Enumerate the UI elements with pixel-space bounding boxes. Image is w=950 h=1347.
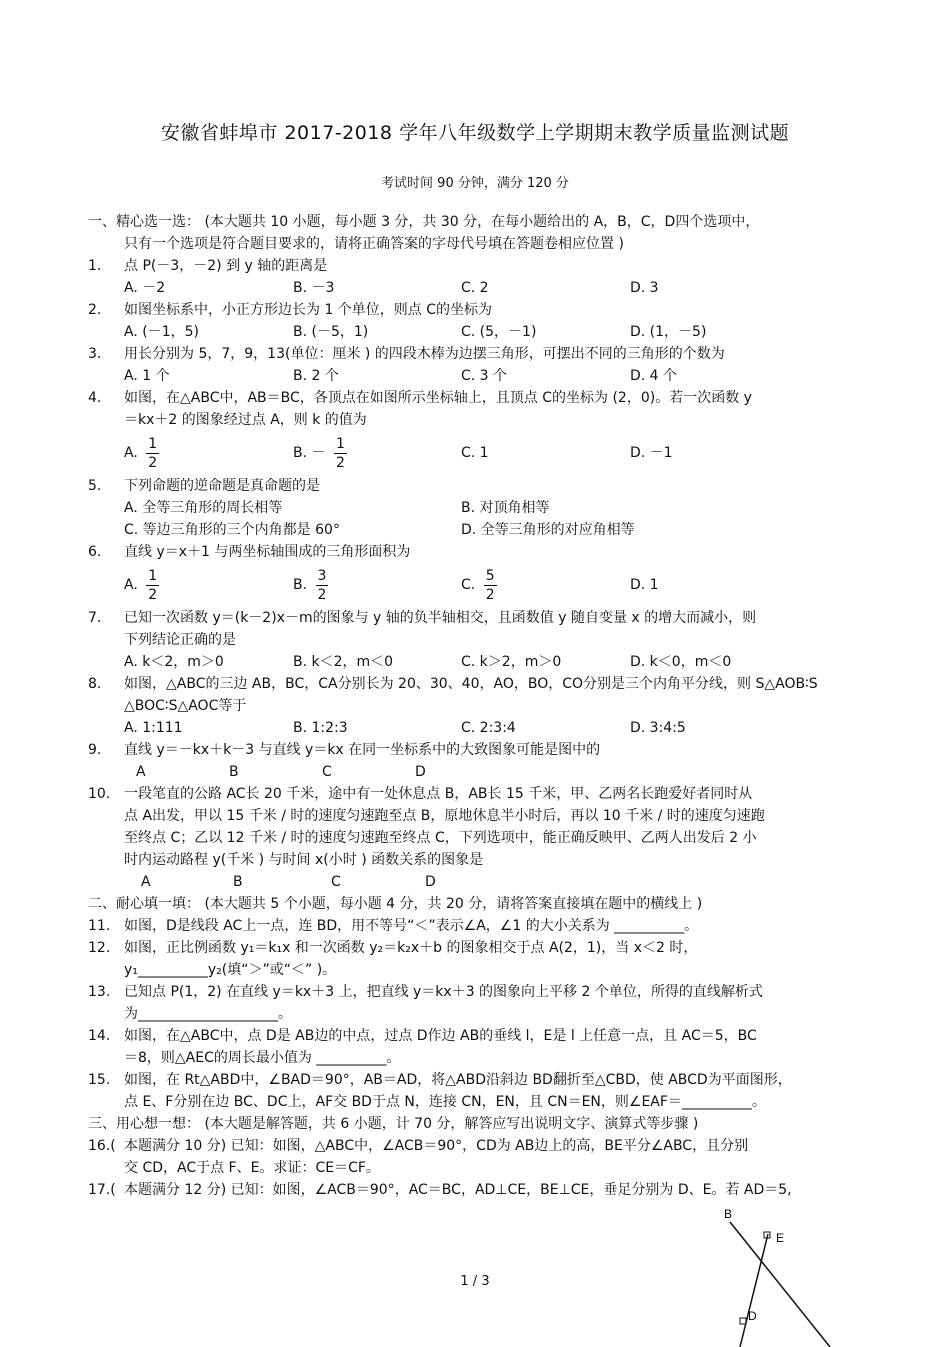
figure-label-d: D — [425, 874, 436, 890]
question-1 — [88, 255, 878, 277]
fraction-numerator: 1 — [148, 435, 158, 452]
option-b: B. －3 — [293, 280, 335, 296]
question-1-options — [88, 277, 878, 299]
option-d: D. －1 — [630, 445, 673, 461]
fraction-numerator: 1 — [148, 567, 158, 584]
question-15 — [88, 1069, 878, 1091]
question-text: 一段笔直的公路 AC长 20 千米，途中有一处休息点 B，AB长 15 千米，甲、乙两名长跑爱好者同时从 — [124, 786, 753, 802]
question-number: 7. — [88, 610, 102, 626]
fraction-denominator: 2 — [485, 586, 495, 603]
option-b: B. 1:2:3 — [293, 720, 348, 736]
fraction — [146, 567, 159, 604]
question-number: 14. — [88, 1028, 111, 1044]
question-number: 9. — [88, 742, 102, 758]
question-8-options — [88, 717, 878, 739]
option-d: D. 3:4:5 — [630, 720, 686, 736]
question-10 — [88, 783, 878, 805]
question-number: 17.( — [88, 1182, 116, 1198]
question-16 — [88, 1135, 878, 1157]
question-number: 1. — [88, 258, 102, 274]
fraction-numerator: 5 — [485, 567, 495, 584]
question-text: 如图坐标系中，小正方形边长为 1 个单位，则点 C的坐标为 — [124, 302, 493, 318]
question-16-cont: 交 CD，AC于点 F、E。求证：CE＝CF。 — [124, 1160, 380, 1176]
question-14 — [88, 1025, 878, 1047]
question-text: 直线 y＝－kx＋k－3 与直线 y＝kx 在同一坐标系中的大致图象可能是图中的 — [124, 742, 601, 758]
figure-label-d: D — [415, 764, 426, 780]
question-15-cont: 点 E、F分别在边 BC、DC上，AF交 BD于点 N，连接 CN，EN，且 CN＝EN，则∠EAF＝__________。 — [124, 1094, 766, 1110]
question-17 — [88, 1179, 878, 1201]
option-c — [461, 563, 497, 607]
question-number: 2. — [88, 302, 102, 318]
question-text: 已知一次函数 y＝(k－2)x－m的图象与 y 轴的负半轴相交，且函数值 y 随自变量 x 的增大而减小，则 — [124, 610, 757, 626]
question-12 — [88, 937, 878, 959]
question-5-options-cd — [88, 519, 878, 541]
figure-label-a: A — [136, 764, 146, 780]
question-9-figure-labels — [88, 761, 878, 783]
section1-header: 一、精心选一选： (本大题共 10 小题，每小题 3 分，共 30 分，在每小题给出的 A，B，C，D四个选项中， — [88, 214, 760, 230]
question-number: 3. — [88, 346, 102, 362]
option-c: C. k＞2，m＞0 — [461, 654, 562, 670]
option-d: D. 1 — [630, 577, 659, 593]
option-d: D. k＜0，m＜0 — [630, 654, 732, 670]
option-b: B. 对顶角相等 — [461, 500, 550, 516]
question-number: 4. — [88, 390, 102, 406]
option-a: A. 1 个 — [124, 368, 170, 384]
option-a: A. k＜2，m＞0 — [124, 654, 224, 670]
question-6-options — [88, 563, 878, 607]
option-c: C. 等边三角形的三个内角都是 60° — [124, 522, 340, 538]
option-c: C. 2:3:4 — [461, 720, 516, 736]
question-text: 本题满分 10 分) 已知：如图，△ABC中，∠ACB＝90°，CD为 AB边上的高，BE平分∠ABC，且分别 — [124, 1138, 749, 1154]
option-b: B. k＜2，m＜0 — [293, 654, 394, 670]
fraction — [334, 435, 347, 472]
section1-header-cont: 只有一个选项是符合题目要求的，请将正确答案的字母代号填在答题卷相应位置 ) — [124, 236, 624, 252]
page-title: 安徽省蚌埠市 2017-2018 学年八年级数学上学期期末教学质量监测试题 — [160, 122, 790, 144]
figure-label-a: A — [141, 874, 151, 890]
exam-info: 考试时间 90 分钟，满分 120 分 — [381, 176, 569, 191]
figure-label-b: B — [229, 764, 239, 780]
question-text: 如图，在 Rt△ABD中，∠BAD＝90°，AB＝AD，将△ABD沿斜边 BD翻折至△CBD，使 ABCD为平面图形， — [124, 1072, 792, 1088]
question-10-cont: 时内运动路程 y(千米 ) 与时间 x(小时 ) 函数关系的图象是 — [124, 852, 484, 868]
question-number: 12. — [88, 940, 111, 956]
option-a-label: A. — [124, 445, 138, 461]
question-2 — [88, 299, 878, 321]
question-number: 13. — [88, 984, 111, 1000]
question-2-options — [88, 321, 878, 343]
question-number: 6. — [88, 544, 102, 560]
question-7-cont: 下列结论正确的是 — [124, 632, 236, 648]
option-d: D. 3 — [630, 280, 659, 296]
option-b — [293, 563, 328, 607]
option-a — [124, 431, 159, 475]
fraction — [484, 567, 497, 604]
question-3-options — [88, 365, 878, 387]
option-b — [293, 431, 347, 475]
option-c: C. 3 个 — [461, 368, 508, 384]
question-text: 本题满分 12 分) 已知：如图，∠ACB＝90°，AC＝BC，AD⊥CE，BE⊥CE，垂足分别为 D、E。若 AD＝5, — [124, 1182, 792, 1198]
question-number: 16.( — [88, 1138, 116, 1154]
question-number: 10. — [88, 786, 111, 802]
option-b: B. (－5，1) — [293, 324, 369, 340]
point-label-b: B — [724, 1207, 733, 1221]
option-d: D. (1，－5) — [630, 324, 707, 340]
question-3 — [88, 343, 878, 365]
question-13-cont: 为____________________。 — [124, 1006, 292, 1022]
fraction-denominator: 2 — [317, 586, 327, 603]
question-9 — [88, 739, 878, 761]
question-10-cont: 至终点 C；乙以 12 千米 / 时的速度匀速跑至终点 C，下列选项中，能正确反映甲、乙两人出发后 2 小 — [124, 830, 757, 846]
question-text: 如图，△ABC的三边 AB，BC，CA分别长为 20、30、40，AO，BO，CO分别是三个内角平分线，则 S△AOB∶S — [124, 676, 818, 692]
question-7 — [88, 607, 878, 629]
question-10-cont: 点 A出发，甲以 15 千米 / 时的速度匀速跑至点 B，原地休息半小时后，再以 10 千米 / 时的速度匀速跑 — [124, 808, 765, 824]
fraction-numerator: 1 — [335, 435, 345, 452]
fraction — [316, 567, 329, 604]
fraction — [146, 435, 159, 472]
point-label-d: D — [748, 1309, 757, 1323]
question-4-options — [88, 431, 878, 475]
option-c: C. (5，－1) — [461, 324, 537, 340]
option-b-label: B. — [293, 577, 308, 593]
exam-content — [88, 211, 878, 1201]
point-label-e: E — [776, 1231, 785, 1245]
option-c: C. 1 — [461, 445, 489, 461]
figure-label-c: C — [322, 764, 332, 780]
question-number: 8. — [88, 676, 102, 692]
question-7-options — [88, 651, 878, 673]
question-12-cont: y₁__________y₂(填“＞”或“＜” )。 — [124, 962, 337, 978]
option-a: A. 全等三角形的周长相等 — [124, 500, 283, 516]
option-b-label: B. － — [293, 445, 326, 461]
question-text: 如图，在△ABC中，AB＝BC，各顶点在如图所示坐标轴上，且顶点 C的坐标为 (2，0)。若一次函数 y — [124, 390, 752, 406]
option-b: B. 2 个 — [293, 368, 339, 384]
option-a: A. －2 — [124, 280, 166, 296]
question-13 — [88, 981, 878, 1003]
figure-label-b: B — [233, 874, 243, 890]
fraction-numerator: 3 — [317, 567, 327, 584]
question-text: 如图，正比例函数 y₁＝k₁x 和一次函数 y₂＝k₂x＋b 的图象相交于点 A(2，1)，当 x＜2 时， — [124, 940, 698, 956]
option-a — [124, 563, 159, 607]
option-c-label: C. — [461, 577, 476, 593]
question-14-cont: ＝8，则△AEC的周长最小值为 __________。 — [124, 1050, 401, 1066]
question-text: 下列命题的逆命题是真命题的是 — [124, 478, 320, 494]
question-number: 11. — [88, 918, 111, 934]
fraction-denominator: 2 — [335, 454, 345, 471]
option-a: A. 1:111 — [124, 720, 183, 736]
question-number: 5. — [88, 478, 102, 494]
question-8 — [88, 673, 878, 695]
question-8-cont: △BOC∶S△AOC等于 — [124, 698, 247, 714]
section2-header: 二、耐心填一填： (本大题共 5 个小题，每小题 4 分，共 20 分，请将答案直接填在题中的横线上 ) — [88, 896, 703, 912]
question-text: 如图，D是线段 AC上一点，连 BD，用不等号“＜”表示∠A，∠1 的大小关系为 __________。 — [124, 918, 699, 934]
option-d: D. 4 个 — [630, 368, 678, 384]
option-d: D. 全等三角形的对应角相等 — [461, 522, 635, 538]
question-text: 点 P(－3，－2) 到 y 轴的距离是 — [124, 258, 328, 274]
question-text: 如图，在△ABC中，点 D是 AB边的中点，过点 D作边 AB的垂线 l，E是 l 上任意一点，且 AC＝5，BC — [124, 1028, 757, 1044]
page-number: 1 / 3 — [460, 1274, 490, 1289]
question-text: 直线 y＝x＋1 与两坐标轴围成的三角形面积为 — [124, 544, 411, 560]
fraction-denominator: 2 — [148, 586, 158, 603]
right-angle-mark — [740, 1318, 746, 1324]
section3-header: 三、用心想一想： (本大题是解答题，共 6 小题，计 70 分，解答应写出说明文字、演算式等步骤 ) — [88, 1116, 699, 1132]
option-a: A. (－1，5) — [124, 324, 199, 340]
fraction-denominator: 2 — [148, 454, 158, 471]
question-5-options-ab — [88, 497, 878, 519]
option-c: C. 2 — [461, 280, 489, 296]
question-text: 用长分别为 5，7，9，13(单位：厘米 ) 的四段木棒为边摆三角形，可摆出不同的三角形的个数为 — [124, 346, 725, 362]
option-a-label: A. — [124, 577, 138, 593]
question-4 — [88, 387, 878, 409]
figure-label-c: C — [331, 874, 341, 890]
question-6 — [88, 541, 878, 563]
question-text: 已知点 P(1，2) 在直线 y＝kx＋3 上，把直线 y＝kx＋3 的图象向上平移 2 个单位，所得的直线解析式 — [124, 984, 763, 1000]
question-11 — [88, 915, 878, 937]
question-number: 15. — [88, 1072, 111, 1088]
question-5 — [88, 475, 878, 497]
question-4-cont: ＝kx＋2 的图象经过点 A，则 k 的值为 — [124, 412, 367, 428]
question-10-figure-labels — [88, 871, 878, 893]
